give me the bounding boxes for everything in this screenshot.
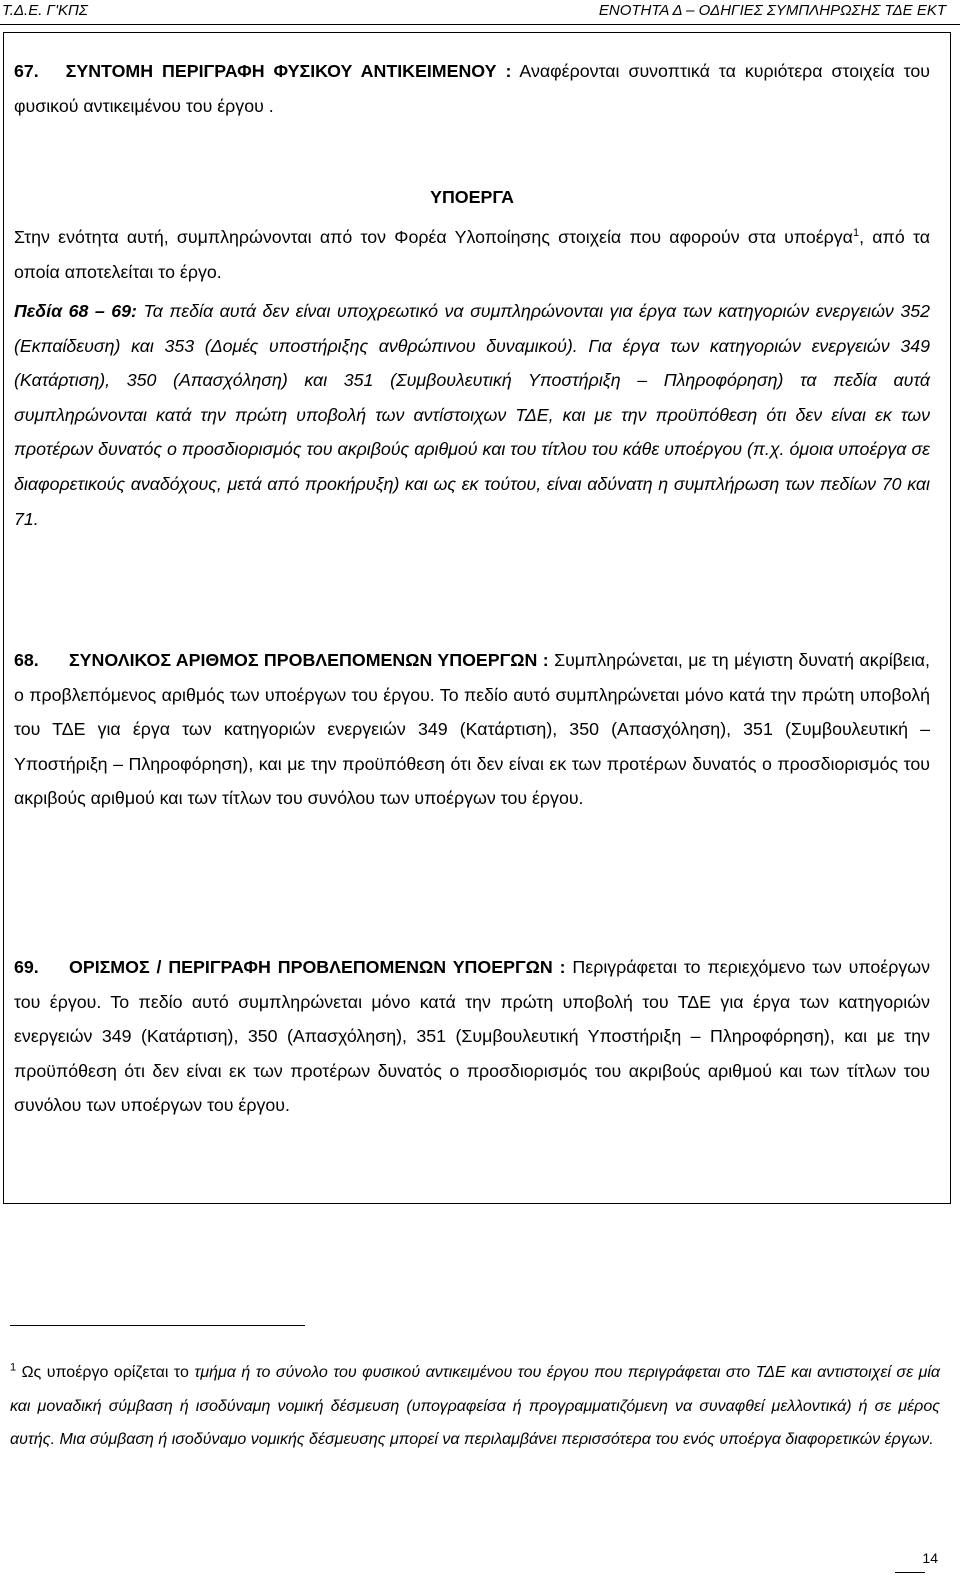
section-69	[14, 950, 930, 1123]
footnote-mark: 1	[10, 1361, 17, 1374]
footnote-text-b: τμήμα ή το σύνολο του φυσικού αντικειμένου του έργου που περιγράφεται στο ΤΔΕ και αντιστοιχεί σε μία και μοναδική σύμβαση ή ισοδύναμη νομική δέσμευση (υπογραφείσα ή προγραμματιζόμενη να συναφθεί μελλοντικά) ή σε μέρος αυτής. Μια σύμβαση ή ισοδύναμο νομικής δέσμευσης μπορεί να περιλαμβάνει περισσότερα του ενός υποέργα διαφορετικών έργων.	[10, 1364, 941, 1448]
section-67	[14, 54, 930, 123]
header-right: ΕΝΟΤΗΤΑ Δ – ΟΔΗΓΙΕΣ ΣΥΜΠΛΗΡΩΣΗΣ ΤΔΕ ΕΚΤ	[598, 2, 946, 19]
section-68-text: Συμπληρώνεται, με τη μέγιστη δυνατή ακρίβεια, ο προβλεπόμενος αριθμός των υποέργων του έργου. Το πεδίο αυτό συμπληρώνεται μόνο κατά την πρώτη υποβολή του ΤΔΕ για έργα των κατηγοριών ενεργειών 349 (Κατάρτιση), 350 (Απασχόληση), 351 (Συμβουλευτική – Υποστήριξη – Πληροφόρηση), και με την προϋπόθεση ότι δεν είναι εκ των προτέρων δυνατός ο προσδιορισμός του ακριβούς αριθμού και των τίτλων του συνόλου των υποέργων του έργου.	[14, 650, 930, 809]
section-69-number: 69.	[14, 957, 39, 977]
ypoerga-text-1: Στην ενότητα αυτή, συμπληρώνονται από τον Φορέα Υλοποίησης στοιχεία που αφορούν στα υποέργα	[14, 227, 853, 247]
page-number: 14	[922, 1550, 938, 1566]
section-69-text: Περιγράφεται το περιεχόμενο των υποέργων του έργου. Το πεδίο αυτό συμπληρώνεται μόνο κατά την πρώτη υποβολή του ΤΔΕ για έργα των κατηγοριών ενεργειών 349 (Κατάρτιση), 350 (Απασχόληση), 351 (Συμβουλευτική Υποστήριξη – Πληροφόρηση), και με την προϋπόθεση ότι δεν είναι εκ των προτέρων δυνατός ο προσδιορισμός του ακριβούς αριθμού και των τίτλων του συνόλου των υποέργων του έργου.	[14, 957, 930, 1116]
section-68-number: 68.	[14, 650, 39, 670]
ypoerga-text-2: , από τα οποία αποτελείται το έργο.	[14, 227, 930, 282]
footnote-ref[interactable]: 1	[852, 227, 860, 240]
header-rule	[0, 24, 960, 25]
ypoerga-heading-block	[14, 180, 930, 215]
footnote	[10, 1356, 940, 1457]
header-left: Τ.Δ.Ε. Γ'ΚΠΣ	[2, 2, 88, 19]
section-69-title: ΟΡΙΣΜΟΣ / ΠΕΡΙΓΡΑΦΗ ΠΡΟΒΛΕΠΟΜΕΝΩΝ ΥΠΟΕΡΓΩΝ :	[69, 957, 566, 977]
section-68	[14, 643, 930, 816]
fields-note-text: Τα πεδία αυτά δεν είναι υποχρεωτικό να συμπληρώνονται για έργα των κατηγοριών ενεργειών 352 (Εκπαίδευση) και 353 (Δομές υποστήριξης ανθρώπινου δυναμικού). Για έργα των κατηγοριών ενεργειών 349 (Κατάρτιση), 350 (Απασχόληση) και 351 (Συμβουλευτική Υποστήριξη – Πληροφόρηση) τα πεδία αυτά συμπληρώνονται κατά την πρώτη υποβολή των αντίστοιχων ΤΔΕ, και με την προϋπόθεση ότι δεν είναι εκ των προτέρων δυνατός ο προσδιορισμός του ακριβούς αριθμού και του τίτλου του κάθε υποέργου (π.χ. όμοια υποέργα σε διαφορετικούς αναδόχους, μετά από προκήρυξη) και ως εκ τούτου, είναι αδύνατη η συμπλήρωση των πεδίων 70 και 71.	[14, 301, 931, 529]
section-67-title: ΣΥΝΤΟΜΗ ΠΕΡΙΓΡΑΦΗ ΦΥΣΙΚΟΥ ΑΝΤΙΚΕΙΜΕΝΟΥ :	[65, 61, 512, 81]
footnote-text-a: Ως υποέργο ορίζεται το	[16, 1364, 195, 1381]
ypoerga-heading: ΥΠΟΕΡΓΑ	[430, 187, 514, 207]
fields-note-label: Πεδία 68 – 69:	[14, 301, 137, 321]
page-number-rule	[895, 1572, 925, 1573]
footnote-rule	[10, 1325, 305, 1326]
section-68-title: ΣΥΝΟΛΙΚΟΣ ΑΡΙΘΜΟΣ ΠΡΟΒΛΕΠΟΜΕΝΩΝ ΥΠΟΕΡΓΩΝ :	[69, 650, 549, 670]
page-header	[0, 0, 960, 22]
section-67-text: Αναφέρονται συνοπτικά τα κυριότερα στοιχεία του φυσικού αντικειμένου του έργου .	[14, 61, 930, 116]
ypoerga-intro	[14, 220, 930, 289]
section-67-number: 67.	[14, 61, 39, 81]
fields-note	[14, 294, 930, 536]
